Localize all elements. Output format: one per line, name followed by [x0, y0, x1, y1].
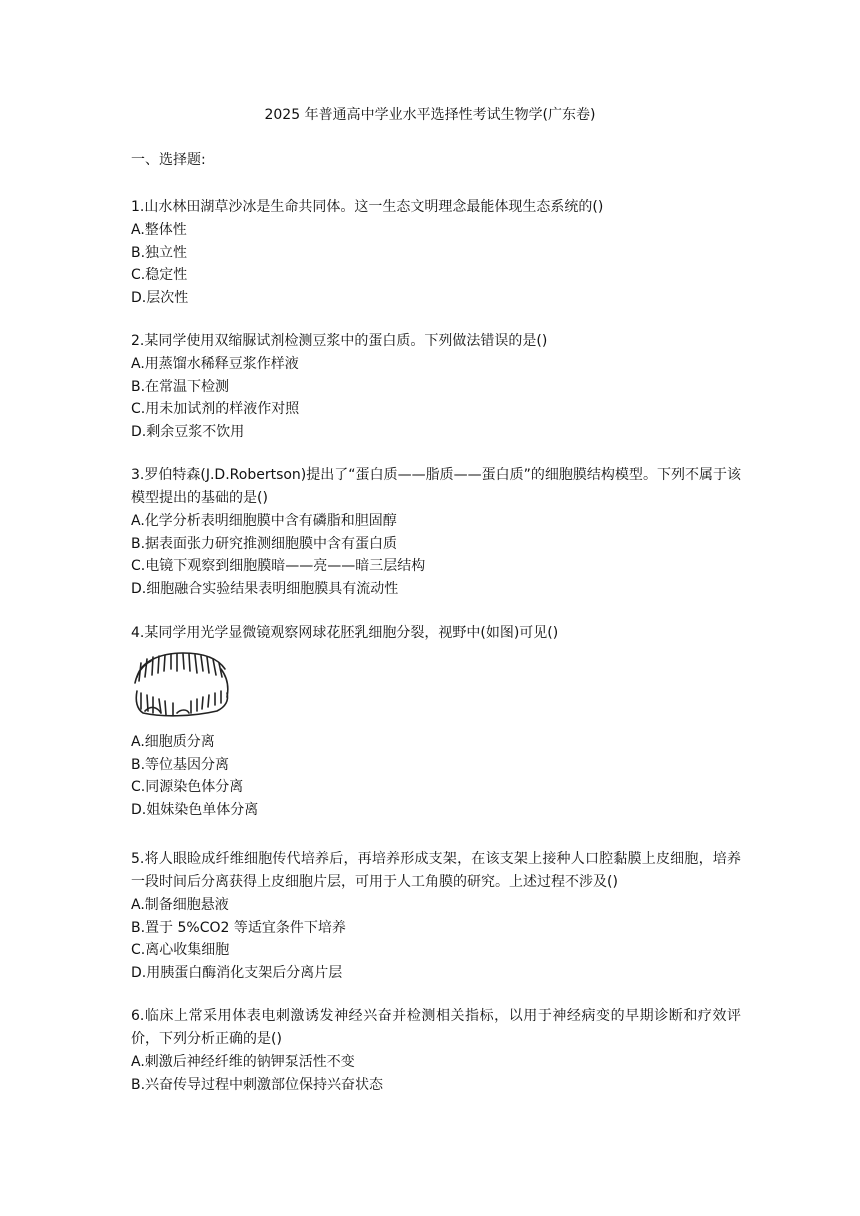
option-a: A.用蒸馏水稀释豆浆作样液	[131, 356, 299, 372]
option-c: C.离心收集细胞	[131, 942, 230, 959]
option-list	[131, 894, 741, 984]
option-c: C.稳定性	[131, 267, 188, 284]
option-c: C.同源染色体分离	[131, 779, 244, 796]
option-b: B.兴奋传导过程中刺激部位保持兴奋状态	[131, 1076, 384, 1093]
option-list	[131, 219, 741, 309]
option-d: D.剩余豆浆不饮用	[131, 423, 245, 440]
question-stem: 1.山水林田湖草沙冰是生命共同体。这一生态文明理念最能体现生态系统的()	[131, 199, 604, 215]
option-a: A.制备细胞悬液	[131, 897, 229, 913]
option-b: B.独立性	[131, 244, 188, 261]
option-list	[131, 1051, 741, 1096]
question-stem: 6.临床上常采用体表电刺激诱发神经兴奋并检测相关指标，以用于神经病变的早期诊断和疗效评价，下列分析正确的是()	[131, 1008, 741, 1047]
micrograph-figure	[131, 647, 231, 725]
option-a: A.化学分析表明细胞膜中含有磷脂和胆固醇	[131, 513, 397, 529]
option-d: D.用胰蛋白酶消化支架后分离片层	[131, 964, 343, 981]
option-c: C.电镜下观察到细胞膜暗——亮——暗三层结构	[131, 558, 426, 575]
option-d: D.细胞融合实验结果表明细胞膜具有流动性	[131, 580, 399, 597]
option-b: B.等位基因分离	[131, 756, 230, 773]
question-stem: 4.某同学用光学显微镜观察网球花胚乳细胞分裂，视野中(如图)可见()	[131, 625, 559, 641]
option-d: D.姐妹染色单体分离	[131, 801, 259, 818]
option-b: B.在常温下检测	[131, 378, 230, 395]
option-b: B.置于 5%CO2 等适宜条件下培养	[131, 919, 346, 936]
question-stem: 3.罗伯特森(J.D.Robertson)提出了“蛋白质——脂质——蛋白质”的细胞膜结构模型。下列不属于该模型提出的基础的是()	[131, 467, 741, 506]
section-heading: 一、选择题:	[131, 152, 206, 168]
question-stem: 5.将人眼睑成纤维细胞传代培养后，再培养形成支架，在该支架上接种人口腔黏膜上皮细胞，培养一段时间后分离获得上皮细胞片层，可用于人工角膜的研究。上述过程不涉及()	[131, 851, 741, 890]
cell-division-sketch	[131, 647, 231, 725]
option-b: B.据表面张力研究推测细胞膜中含有蛋白质	[131, 535, 398, 552]
question-4	[131, 622, 741, 821]
option-a: A.整体性	[131, 222, 187, 238]
question-stem: 2.某同学使用双缩脲试剂检测豆浆中的蛋白质。下列做法错误的是()	[131, 333, 548, 349]
option-list	[131, 353, 741, 443]
question-2	[131, 330, 741, 443]
option-a: A.细胞质分离	[131, 734, 215, 750]
option-a: A.刺激后神经纤维的钠钾泵活性不变	[131, 1054, 355, 1070]
question-3	[131, 464, 741, 600]
question-1	[131, 196, 741, 309]
option-list	[131, 731, 741, 821]
option-d: D.层次性	[131, 289, 189, 306]
option-c: C.用未加试剂的样液作对照	[131, 401, 300, 418]
document-title: 2025 年普通高中学业水平选择性考试生物学(广东卷)	[264, 107, 596, 123]
question-6	[131, 1005, 741, 1096]
option-list	[131, 510, 741, 600]
question-5	[131, 848, 741, 984]
